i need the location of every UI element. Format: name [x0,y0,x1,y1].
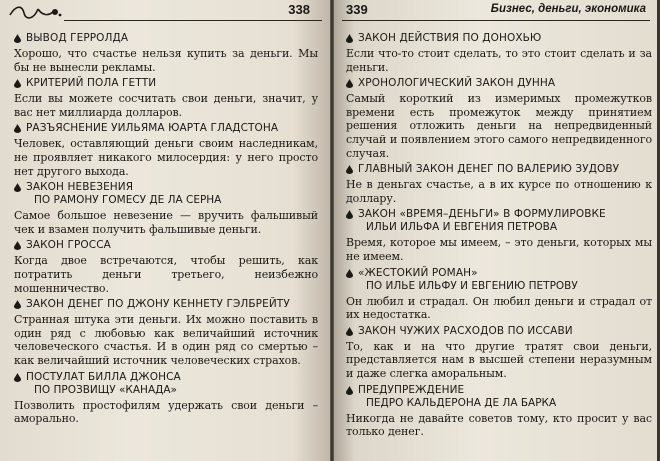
law-entry [346,384,652,439]
drop-bullet-icon [346,210,353,219]
law-entry [346,267,652,322]
left-entries [14,24,318,426]
drop-bullet-icon [14,183,21,192]
drop-bullet-icon [346,34,353,43]
law-entry [14,181,318,236]
running-head: Бизнес, деньги, экономика [490,3,646,15]
law-entry [346,32,652,74]
drop-bullet-icon [346,327,353,336]
law-text: Когда двое встречаются, чтобы решить, как потратить деньги третьего, неизбежно мошенничество. [14,254,318,295]
law-title: ПОСТУЛАТ БИЛЛА ДЖОНСА [14,371,318,384]
law-text: Самое большое невезение — вручить фальшивый чек и взамен получить фальшивые деньги. [14,209,318,236]
law-text: То, как и на что другие тратят свои деньги, представляется нам в высшей степени неразумным и даже слегка аморальным. [346,339,652,380]
law-subtitle: ПЕДРО КАЛЬДЕРОНА ДЕ ЛА БАРКА [366,396,557,409]
law-entry [346,325,652,381]
law-title: ПРЕДУПРЕЖДЕНИЕ [346,384,652,397]
law-text: Странная штука эти деньги. Их можно поставить в один ряд с любовью как величайший источник человеческого счастья. И в один ряд со смертью – как величайший источник человеческих страхов. [14,313,318,367]
left-page-header [0,0,332,22]
law-text: Человек, оставляющий деньги своим наследникам, не проявляет никакого милосердия: у него просто нет другого выхода. [14,137,318,178]
drop-bullet-icon [14,34,21,43]
drop-bullet-icon [346,269,353,278]
header-rule [342,20,650,21]
law-entry [14,298,318,367]
law-entry [14,122,318,178]
law-title: ХРОНОЛОГИЧЕСКИЙ ЗАКОН ДУННА [346,77,652,90]
law-entry [14,371,318,426]
law-entry [14,32,318,74]
law-title: «ЖЕСТОКИЙ РОМАН» [346,267,652,280]
law-text: Не в деньгах счастье, а в их курсе по отношению к доллару. [346,178,652,205]
law-entry [346,77,652,160]
drop-bullet-icon [14,241,21,250]
law-title: ЗАКОН ДЕНЕГ ПО ДЖОНУ КЕННЕТУ ГЭЛБРЕЙТУ [14,298,318,311]
right-entries [346,26,652,439]
law-title: КРИТЕРИЙ ПОЛА ГЕТТИ [14,77,318,90]
law-text: Он любил и страдал. Он любил деньги и страдал от их недостатка. [346,294,652,322]
law-title: ЗАКОН ГРОССА [14,239,318,252]
right-page [332,0,660,461]
law-title: ВЫВОД ГЕРРОЛДА [14,32,318,45]
book-gutter [330,0,334,461]
law-text: Самый короткий из измеримых промежутков времени есть промежуток между принятием решения отложить деньги на непредвиденный случай и появлением этого самого непредвиденного случая. [346,92,652,160]
law-subtitle: ПО РАМОНУ ГОМЕСУ ДЕ ЛА СЕРНА [34,194,222,207]
law-text: Если что-то стоит сделать, то это стоит сделать и за деньги. [346,47,652,74]
law-subtitle: ПО ИЛЬЕ ИЛЬФУ И ЕВГЕНИЮ ПЕТРОВУ [366,279,578,292]
law-text: Никогда не давайте советов тому, кто просит у вас только денег. [346,411,652,439]
law-subtitle: ИЛЬИ ИЛЬФА И ЕВГЕНИЯ ПЕТРОВА [366,221,558,234]
law-text: Время, которое мы имеем, – это деньги, которых мы не имеем. [346,236,652,263]
law-text: Позволить простофилям удержать свои деньги – аморально. [14,398,318,426]
drop-bullet-icon [14,300,21,309]
ornament-flourish-icon [8,3,66,21]
law-text: Если вы можете сосчитать свои деньги, значит, у вас нет миллиарда долларов. [14,92,318,119]
right-page-header [332,0,660,22]
law-text: Хорошо, что счастье нельзя купить за деньги. Мы бы не вынесли рекламы. [14,47,318,74]
drop-bullet-icon [14,79,21,88]
law-entry [14,77,318,119]
drop-bullet-icon [346,79,353,88]
law-title: ГЛАВНЫЙ ЗАКОН ДЕНЕГ ПО ВАЛЕРИЮ ЗУДОВУ [346,163,652,176]
law-entry [14,239,318,295]
page-number: 338 [288,2,310,17]
law-subtitle: ПО ПРОЗВИЩУ «КАНАДА» [34,383,177,396]
header-rule [64,20,322,21]
law-entry [346,208,652,263]
law-title: РАЗЪЯСНЕНИЕ УИЛЬЯМА ЮАРТА ГЛАДСТОНА [14,122,318,135]
drop-bullet-icon [346,386,353,395]
law-entry [346,163,652,205]
law-title: ЗАКОН ЧУЖИХ РАСХОДОВ ПО ИССАВИ [346,325,652,338]
drop-bullet-icon [14,124,21,133]
law-title: ЗАКОН «ВРЕМЯ–ДЕНЬГИ» В ФОРМУЛИРОВКЕ [346,208,652,221]
law-title: ЗАКОН НЕВЕЗЕНИЯ [14,181,318,194]
drop-bullet-icon [14,373,21,382]
drop-bullet-icon [346,165,353,174]
page-number: 339 [346,2,368,17]
law-title: ЗАКОН ДЕЙСТВИЯ ПО ДОНОХЬЮ [346,32,652,45]
